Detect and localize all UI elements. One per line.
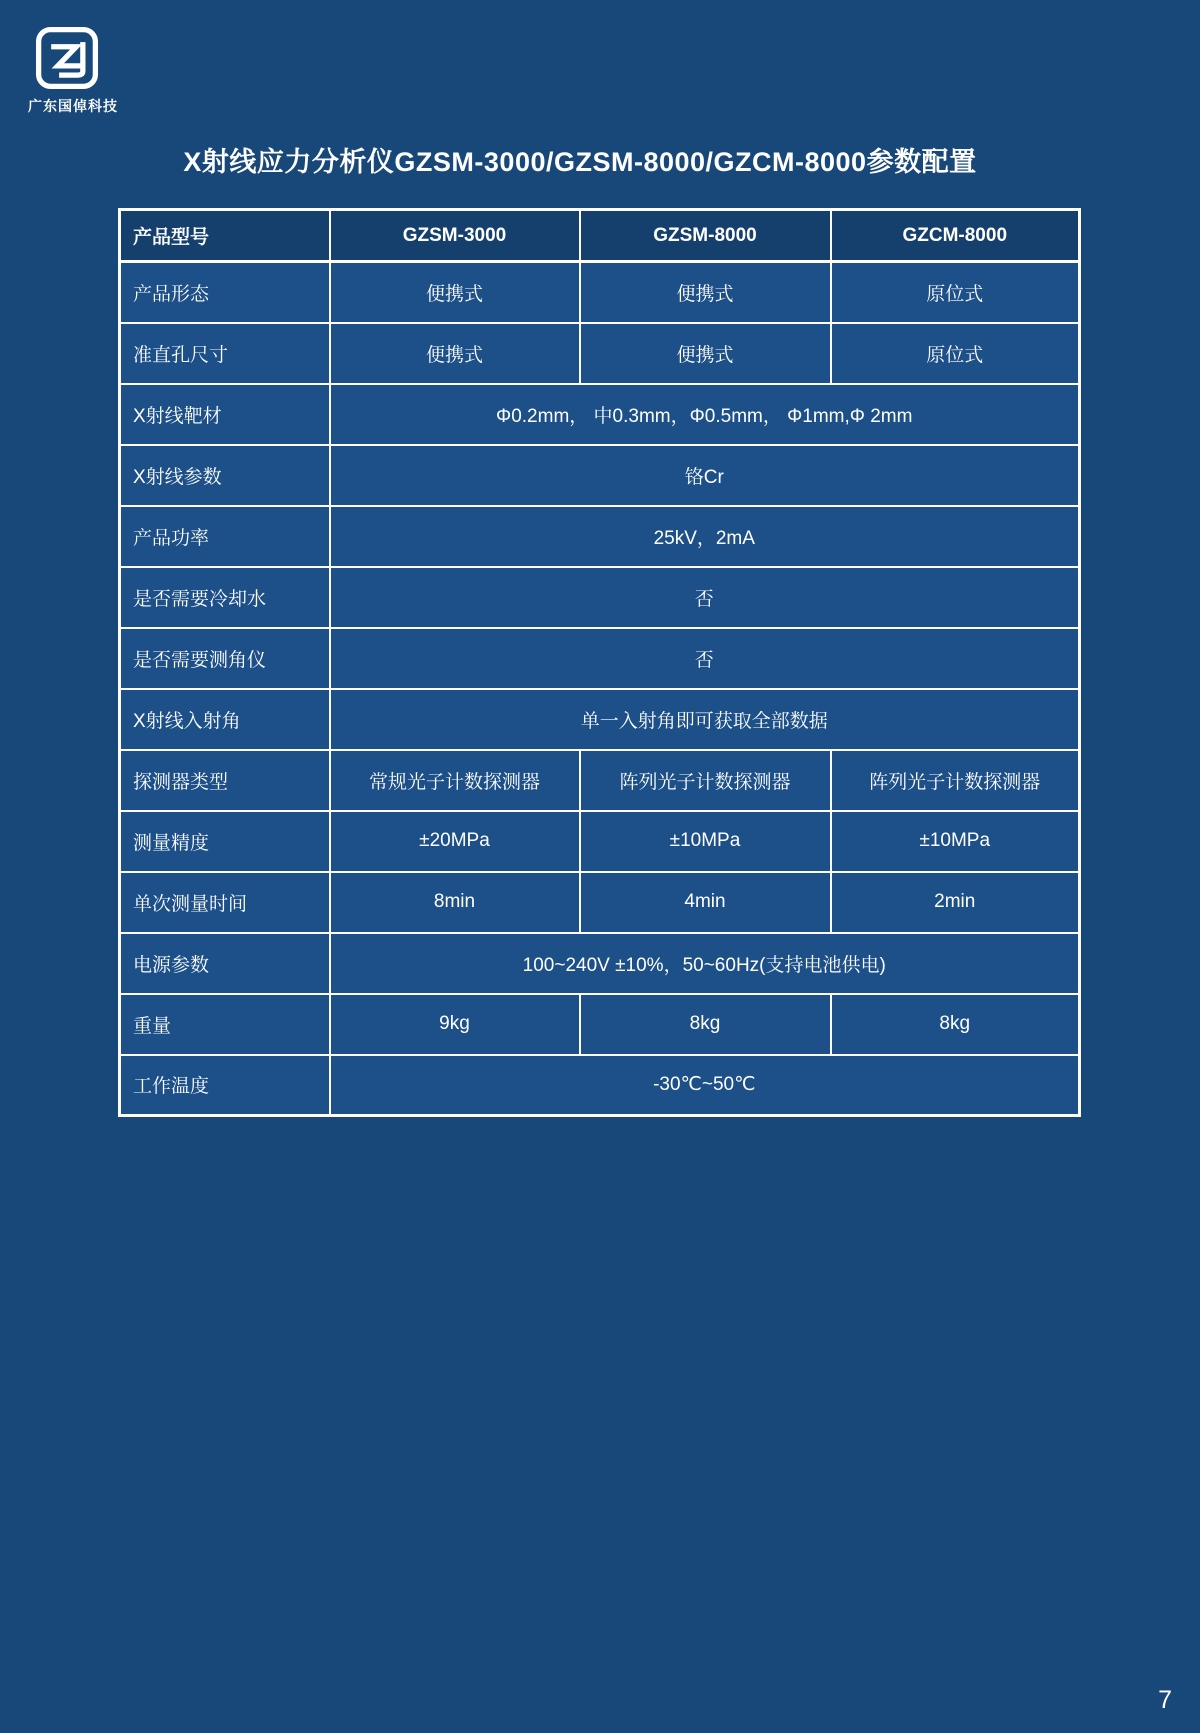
row-label-cell: 是否需要测角仪: [120, 628, 330, 689]
table-row: [120, 628, 1080, 689]
table-row: [120, 506, 1080, 567]
row-value-cell: 8kg: [580, 994, 831, 1055]
row-span-value-cell: 否: [330, 567, 1080, 628]
row-value-cell: ±20MPa: [330, 811, 580, 872]
row-span-value-cell: 100~240V ±10%，50~60Hz(支持电池供电): [330, 933, 1080, 994]
row-value-cell: 阵列光子计数探测器: [831, 750, 1080, 811]
row-label-cell: X射线靶材: [120, 384, 330, 445]
row-value-cell: 原位式: [831, 323, 1080, 384]
table-row: [120, 567, 1080, 628]
row-label-cell: 产品功率: [120, 506, 330, 567]
row-value-cell: 8min: [330, 872, 580, 933]
row-value-cell: 便携式: [580, 262, 831, 323]
table-row: [120, 445, 1080, 506]
row-value-cell: 常规光子计数探测器: [330, 750, 580, 811]
row-span-value-cell: -30℃~50℃: [330, 1055, 1080, 1116]
row-label-cell: 是否需要冷却水: [120, 567, 330, 628]
spec-table-body: [120, 262, 1080, 1116]
spec-table-container: [118, 208, 1081, 1117]
row-label-cell: 电源参数: [120, 933, 330, 994]
table-row: [120, 811, 1080, 872]
table-row: [120, 750, 1080, 811]
row-span-value-cell: 单一入射角即可获取全部数据: [330, 689, 1080, 750]
row-label-cell: 工作温度: [120, 1055, 330, 1116]
table-row: [120, 933, 1080, 994]
header-cell: GZCM-8000: [831, 210, 1080, 262]
row-label-cell: 准直孔尺寸: [120, 323, 330, 384]
row-value-cell: ±10MPa: [580, 811, 831, 872]
company-logo: [28, 24, 138, 116]
row-span-value-cell: 否: [330, 628, 1080, 689]
row-span-value-cell: Φ0.2mm， 中0.3mm，Φ0.5mm， Φ1mm,Φ 2mm: [330, 384, 1080, 445]
spec-table-header: [120, 210, 1080, 262]
header-row: [120, 210, 1080, 262]
row-label-cell: 单次测量时间: [120, 872, 330, 933]
guozhuo-logo-icon: [34, 24, 100, 92]
table-row: [120, 872, 1080, 933]
row-value-cell: 2min: [831, 872, 1080, 933]
header-cell: 产品型号: [120, 210, 330, 262]
spec-table: [118, 208, 1081, 1117]
row-label-cell: 产品形态: [120, 262, 330, 323]
page-number: 7: [1158, 1686, 1172, 1714]
row-value-cell: 便携式: [330, 262, 580, 323]
row-label-cell: X射线入射角: [120, 689, 330, 750]
table-row: [120, 1055, 1080, 1116]
table-row: [120, 384, 1080, 445]
row-value-cell: 8kg: [831, 994, 1080, 1055]
table-row: [120, 994, 1080, 1055]
row-value-cell: 9kg: [330, 994, 580, 1055]
header-cell: GZSM-8000: [580, 210, 831, 262]
row-value-cell: 原位式: [831, 262, 1080, 323]
table-row: [120, 262, 1080, 323]
table-row: [120, 689, 1080, 750]
table-row: [120, 323, 1080, 384]
page-title: X射线应力分析仪GZSM-3000/GZSM-8000/GZCM-8000参数配置: [183, 147, 977, 177]
company-name: 广东国倬科技: [28, 98, 118, 114]
row-value-cell: 阵列光子计数探测器: [580, 750, 831, 811]
row-label-cell: X射线参数: [120, 445, 330, 506]
header-cell: GZSM-3000: [330, 210, 580, 262]
row-span-value-cell: 25kV，2mA: [330, 506, 1080, 567]
row-label-cell: 重量: [120, 994, 330, 1055]
row-value-cell: 4min: [580, 872, 831, 933]
row-value-cell: 便携式: [330, 323, 580, 384]
row-label-cell: 测量精度: [120, 811, 330, 872]
row-value-cell: 便携式: [580, 323, 831, 384]
row-value-cell: ±10MPa: [831, 811, 1080, 872]
row-label-cell: 探测器类型: [120, 750, 330, 811]
row-span-value-cell: 铬Cr: [330, 445, 1080, 506]
